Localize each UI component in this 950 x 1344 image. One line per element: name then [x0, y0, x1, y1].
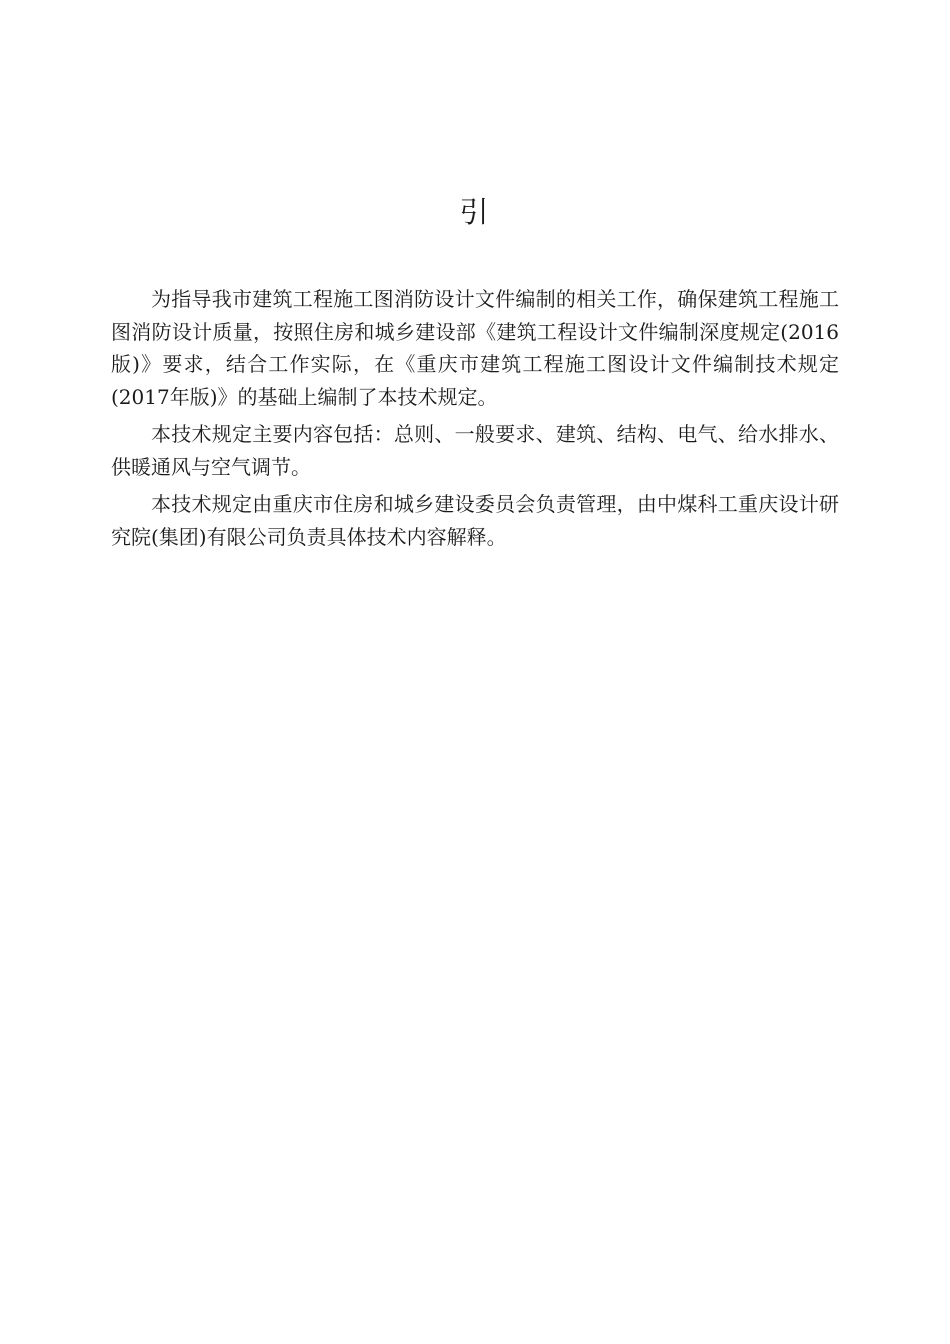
paragraph-2: 本技术规定主要内容包括：总则、一般要求、建筑、结构、电气、给水排水、供暖通风与空气调节。 — [111, 422, 839, 479]
document-body — [111, 283, 839, 558]
paragraph-3: 本技术规定由重庆市住房和城乡建设委员会负责管理，由中煤科工重庆设计研究院(集团)有限公司负责具体技术内容解释。 — [111, 492, 839, 549]
page-title: 引 — [459, 195, 491, 229]
paragraph-1: 为指导我市建筑工程施工图消防设计文件编制的相关工作，确保建筑工程施工图消防设计质量，按照住房和城乡建设部《建筑工程设计文件编制深度规定(2016版)》要求，结合工作实际，在《重庆市建筑工程施工图设计文件编制技术规定(2017年版)》的基础上编制了本技术规定。 — [111, 287, 839, 409]
